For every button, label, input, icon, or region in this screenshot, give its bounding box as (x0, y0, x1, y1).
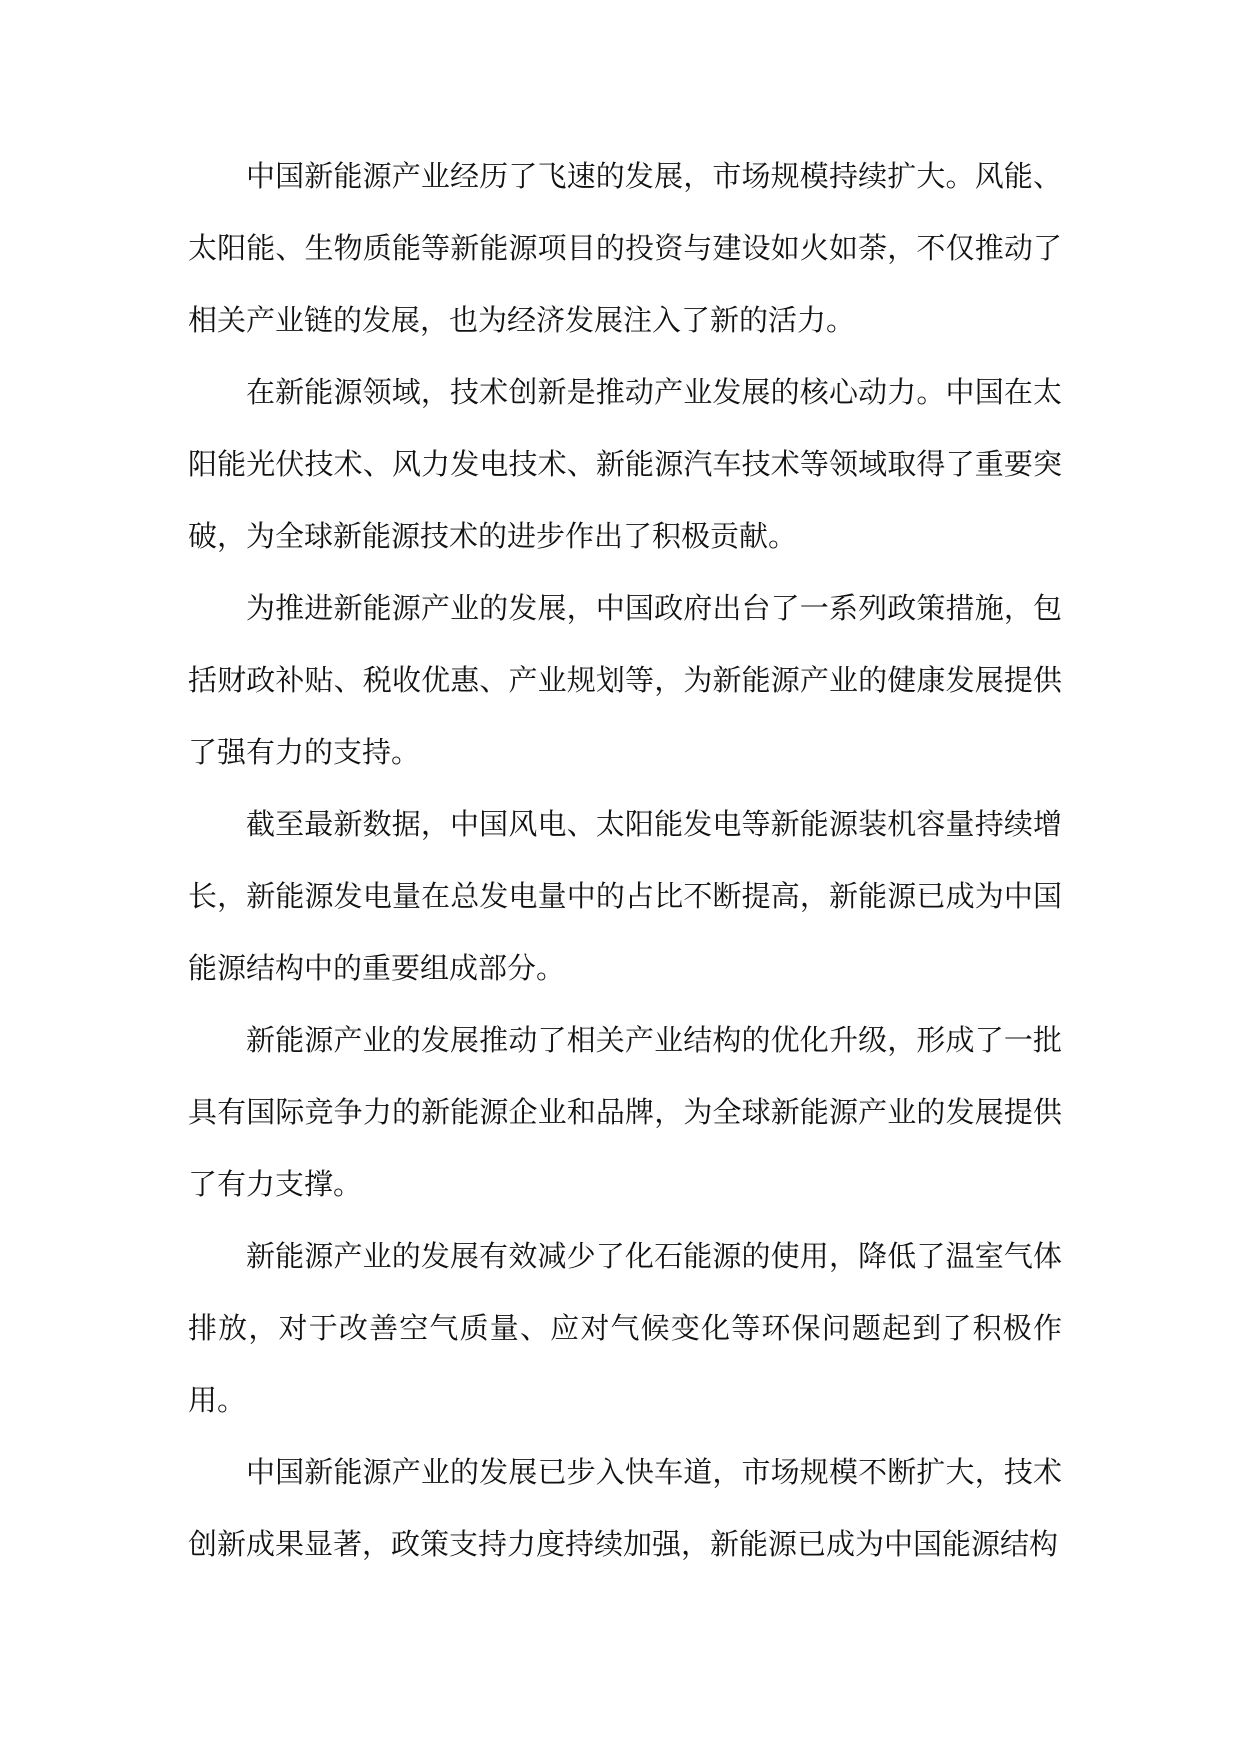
paragraph-tech-innovation: 在新能源领域，技术创新是推动产业发展的核心动力。中国在太阳能光伏技术、风力发电技术、新能源汽车技术等领域取得了重要突破，为全球新能源技术的进步作出了积极贡献。 (188, 375, 1062, 553)
paragraph-fast-track: 中国新能源产业的发展已步入快车道，市场规模不断扩大，技术创新成果显著，政策支持力度持续加强，新能源已成为中国能源结构 (188, 1455, 1062, 1561)
paragraph-policy-support: 为推进新能源产业的发展，中国政府出台了一系列政策措施，包括财政补贴、税收优惠、产业规划等，为新能源产业的健康发展提供了强有力的支持。 (188, 591, 1062, 769)
paragraph-installed-capacity: 截至最新数据，中国风电、太阳能发电等新能源装机容量持续增长，新能源发电量在总发电量中的占比不断提高，新能源已成为中国能源结构中的重要组成部分。 (188, 807, 1062, 985)
paragraph-market-growth: 中国新能源产业经历了飞速的发展，市场规模持续扩大。风能、太阳能、生物质能等新能源项目的投资与建设如火如荼，不仅推动了相关产业链的发展，也为经济发展注入了新的活力。 (188, 159, 1062, 337)
paragraph-industrial-upgrade: 新能源产业的发展推动了相关产业结构的优化升级，形成了一批具有国际竞争力的新能源企业和品牌，为全球新能源产业的发展提供了有力支撑。 (188, 1023, 1062, 1201)
document-body (188, 140, 1062, 1580)
paragraph-environmental-impact: 新能源产业的发展有效减少了化石能源的使用，降低了温室气体排放，对于改善空气质量、应对气候变化等环保问题起到了积极作用。 (188, 1239, 1062, 1417)
